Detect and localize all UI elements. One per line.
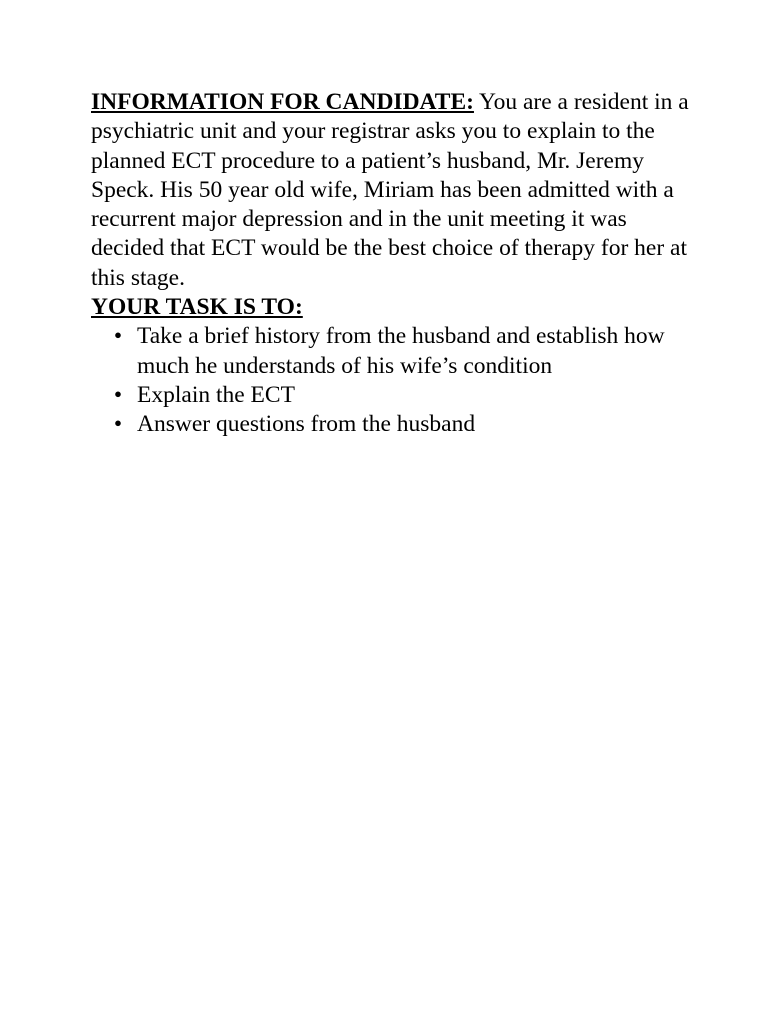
- task-heading-paragraph: [91, 293, 691, 322]
- intro-paragraph: [91, 88, 691, 293]
- task-item: [91, 410, 691, 439]
- task-text: Answer questions from the husband: [137, 411, 476, 438]
- task-list: [91, 322, 691, 439]
- bullet-icon: •: [113, 381, 123, 408]
- task-text: Take a brief history from the husband and establish how much he understands of his wife’s condition: [137, 323, 665, 379]
- task-heading: YOUR TASK IS TO:: [91, 294, 303, 321]
- document-page: [91, 88, 691, 440]
- bullet-icon: •: [113, 323, 123, 350]
- task-item: [91, 322, 691, 381]
- task-item: [91, 381, 691, 410]
- intro-heading: INFORMATION FOR CANDIDATE:: [91, 89, 474, 115]
- task-text: Explain the ECT: [137, 381, 295, 408]
- intro-text: You are a resident in a psychiatric unit and your registrar asks you to explain to the planned ECT procedure to a patient’s husband, Mr. Jeremy Speck. His 50 year old wife, Miriam has been admitted with a recurrent major depression and in the unit meeting it was decided that ECT would be the best choice of therapy for her at this stage.: [91, 89, 689, 291]
- bullet-icon: •: [113, 411, 123, 438]
